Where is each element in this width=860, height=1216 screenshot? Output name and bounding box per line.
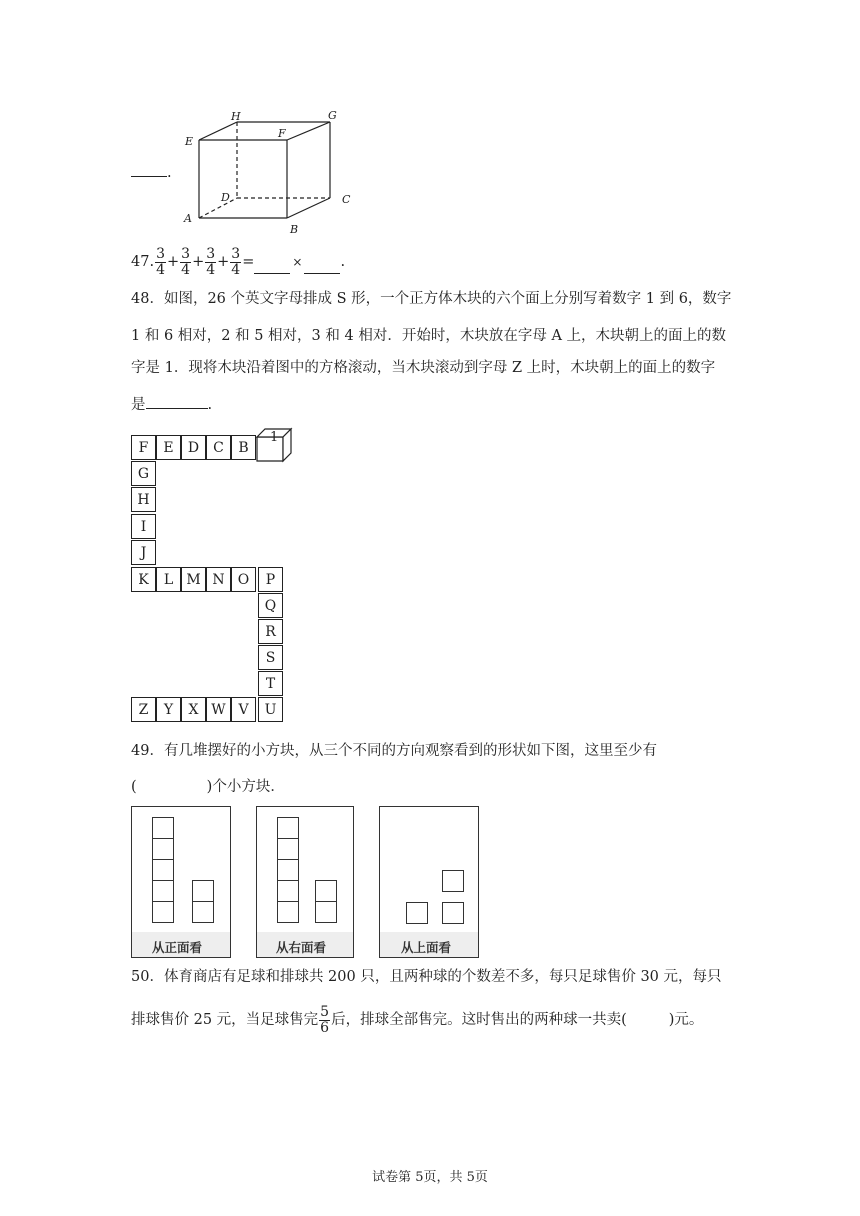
grid-cell: T bbox=[258, 671, 283, 696]
q47-blank-1[interactable] bbox=[254, 259, 290, 274]
front-view-caption: 从正面看 bbox=[152, 940, 203, 955]
vertex-label-c: C bbox=[342, 193, 351, 206]
q47-number: 47. bbox=[131, 254, 155, 270]
q46-blank[interactable] bbox=[131, 162, 167, 177]
q47-fraction: $\frac{3}{4}$ bbox=[181, 245, 191, 278]
right-view-caption: 从右面看 bbox=[276, 940, 327, 955]
q49-line-1: 49．有几堆摆好的小方块，从三个不同的方向观察看到的形状如下图，这里至少有 bbox=[131, 743, 657, 759]
q46-answer: . bbox=[131, 162, 172, 183]
vertex-label-g: G bbox=[328, 109, 337, 122]
grid-cell: K bbox=[131, 567, 156, 592]
vertex-label-h: H bbox=[231, 110, 241, 123]
grid-cell: R bbox=[258, 619, 283, 644]
grid-cell: L bbox=[156, 567, 181, 592]
q48-line-1: 48．如图，26 个英文字母排成 S 形，一个正方体木块的六个面上分别写着数字 1 到 6，数字 bbox=[131, 291, 732, 307]
grid-cell: H bbox=[131, 487, 156, 512]
grid-cell: W bbox=[206, 697, 231, 722]
q47-fraction: $\frac{3}{4}$ bbox=[206, 245, 216, 278]
grid-cell: X bbox=[181, 697, 206, 722]
grid-cell: Z bbox=[131, 697, 156, 722]
top-view-panel bbox=[379, 806, 479, 958]
q47-fraction: $\frac{3}{4}$ bbox=[156, 245, 165, 278]
vertex-label-a: A bbox=[184, 212, 192, 225]
vertex-label-b: B bbox=[290, 223, 299, 236]
grid-cell: P bbox=[258, 567, 283, 592]
grid-cell: Y bbox=[156, 697, 181, 722]
right-view-panel bbox=[256, 806, 354, 958]
q47-fraction: $\frac{3}{4}$ bbox=[231, 245, 241, 278]
grid-cell: F bbox=[131, 435, 156, 460]
q48-line-4: 是 . bbox=[131, 394, 212, 415]
grid-cell: B bbox=[231, 435, 256, 460]
grid-cell: Q bbox=[258, 593, 283, 618]
vertex-label-d: D bbox=[221, 191, 230, 204]
grid-cell: E bbox=[156, 435, 181, 460]
vertex-label-e: E bbox=[185, 135, 194, 148]
grid-cell: D bbox=[181, 435, 206, 460]
top-view-caption: 从上面看 bbox=[401, 940, 452, 955]
grid-cell: U bbox=[258, 697, 283, 722]
grid-cell: O bbox=[231, 567, 256, 592]
cube-diagram bbox=[175, 108, 355, 236]
q50-line-1: 50．体育商店有足球和排球共 200 只，且两种球的个数差不多，每只足球售价 30 元，每只 bbox=[131, 969, 722, 985]
grid-cell: I bbox=[131, 514, 156, 539]
grid-cell: N bbox=[206, 567, 231, 592]
q50-line-2: 排球售价 25 元，当足球售完 $\frac{5}{6}$ 后，排球全部售完。这时售出的两种球一共卖( )元。 bbox=[131, 1003, 704, 1036]
grid-cell: G bbox=[131, 461, 156, 486]
q50-fraction: $\frac{5}{6}$ bbox=[320, 1003, 330, 1036]
q47-blank-2[interactable] bbox=[304, 259, 340, 274]
q48-line-3: 字是 1．现将木块沿着图中的方格滚动，当木块滚动到字母 Z 上时，木块朝上的面上的数字 bbox=[131, 360, 716, 376]
q48-line-2: 1 和 6 相对，2 和 5 相对，3 和 4 相对．开始时，木块放在字母 A 上，木块朝上的面上的数 bbox=[131, 328, 727, 344]
page-footer: 试卷第 5页，共 5页 bbox=[372, 1170, 488, 1185]
grid-cell: C bbox=[206, 435, 231, 460]
grid-cell: J bbox=[131, 540, 156, 565]
q47: 47. $\frac{3}{4}$ + $\frac{3}{4}$ + $\frac{3}{4}$ + $\frac{3}{4}$ = × . bbox=[131, 244, 345, 280]
vertex-label-f: F bbox=[278, 127, 286, 140]
grid-cell: M bbox=[181, 567, 206, 592]
front-view-panel bbox=[131, 806, 231, 958]
grid-cell: S bbox=[258, 645, 283, 670]
q48-blank[interactable] bbox=[146, 394, 208, 409]
grid-cell: V bbox=[231, 697, 256, 722]
cube-top-number: 1 bbox=[270, 430, 279, 445]
q49-line-2: ( )个小方块． bbox=[131, 779, 285, 795]
